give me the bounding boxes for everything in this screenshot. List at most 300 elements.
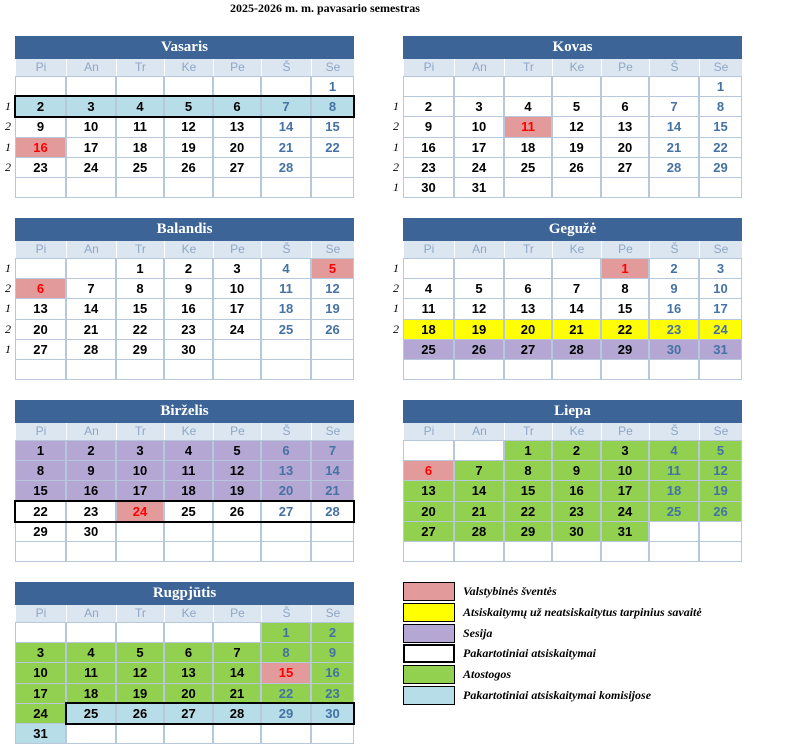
day-cell: 29 [261,703,311,724]
day-cell: 10 [699,278,742,299]
week-number: 1 [393,261,399,275]
day-cell: 22 [699,137,742,158]
day-cell: 3 [116,440,164,461]
day-cell: 11 [261,278,311,299]
day-cell: 4 [504,96,552,117]
day-cell: 20 [164,683,213,704]
month-title: Balandis [15,218,354,241]
day-cell: 8 [311,96,354,117]
day-cell: 24 [601,501,649,522]
legend-item [403,582,803,601]
day-cell: 9 [15,116,66,137]
day-cell: 10 [213,278,261,299]
legend-item [403,603,803,622]
day-cell: 27 [261,501,311,522]
legend-label: Atsiskaitymų už neatsiskaitytus tarpinius savaitė [463,604,702,619]
day-cell: 31 [15,723,66,744]
day-cell [261,541,311,562]
day-cell: 21 [213,683,261,704]
day-cell: 25 [649,501,699,522]
legend-label: Sesija [463,625,493,640]
day-cell [552,359,601,380]
day-cell [601,541,649,562]
day-cell [66,723,116,744]
day-cell: 30 [649,339,699,360]
day-cell: 20 [213,137,261,158]
day-cell: 15 [311,116,354,137]
weekday-header: Ke [164,423,213,440]
day-cell: 12 [699,460,742,481]
day-cell: 28 [311,501,354,522]
day-cell: 7 [649,96,699,117]
day-cell: 8 [699,96,742,117]
day-cell [213,76,261,97]
day-cell: 29 [504,521,552,542]
day-cell: 12 [552,116,601,137]
day-cell: 31 [601,521,649,542]
day-cell: 17 [116,480,164,501]
day-cell [66,359,116,380]
weekday-header: Š [649,423,699,440]
day-cell: 28 [261,157,311,178]
weekday-header: Š [261,423,311,440]
day-cell: 24 [66,157,116,178]
day-cell: 9 [403,116,454,137]
day-cell: 30 [66,521,116,542]
day-cell: 19 [552,137,601,158]
day-cell: 21 [261,137,311,158]
day-cell: 10 [116,460,164,481]
week-number: 2 [393,119,399,134]
day-cell: 16 [552,480,601,501]
day-cell: 8 [504,460,552,481]
day-cell: 11 [66,662,116,683]
day-cell [213,541,261,562]
day-cell [311,339,354,360]
weekday-header: Pe [601,423,649,440]
month-title: Gegužė [403,218,742,241]
weekday-header: Pe [213,59,261,76]
day-cell: 15 [699,116,742,137]
day-cell: 19 [213,480,261,501]
day-cell [15,541,66,562]
day-cell: 1 [15,440,66,461]
day-cell: 9 [164,278,213,299]
day-cell: 3 [15,642,66,663]
day-cell [213,177,261,198]
weekday-header: Tr [504,59,552,76]
day-cell: 26 [699,501,742,522]
weekday-header: Se [311,423,354,440]
weekday-header: Tr [116,241,164,258]
day-cell [164,622,213,643]
day-cell [454,258,504,279]
day-cell: 1 [699,76,742,97]
day-cell: 3 [454,96,504,117]
day-cell: 7 [454,460,504,481]
day-cell: 27 [213,157,261,178]
day-cell: 6 [504,278,552,299]
day-cell: 22 [116,319,164,340]
month-3 [5,218,354,383]
day-cell: 14 [454,480,504,501]
day-cell: 20 [504,319,552,340]
weekday-header: Tr [116,59,164,76]
weekday-header: Š [649,241,699,258]
day-cell: 14 [66,298,116,319]
day-cell: 18 [116,137,164,158]
weekday-header: Se [311,59,354,76]
weekday-header: An [66,423,116,440]
day-cell [66,76,116,97]
day-cell: 23 [552,501,601,522]
day-cell [15,177,66,198]
weekday-header: Pi [403,241,454,258]
week-number: 1 [5,301,11,316]
day-cell: 22 [504,501,552,522]
day-cell: 28 [649,157,699,178]
day-cell: 4 [261,258,311,279]
weekday-header: Se [699,423,742,440]
weekday-header: Tr [504,423,552,440]
day-cell [504,541,552,562]
day-cell [66,541,116,562]
legend-swatch [403,624,455,643]
day-cell [116,541,164,562]
day-cell [15,359,66,380]
day-cell: 3 [66,96,116,117]
day-cell: 24 [116,501,164,522]
week-number: 1 [393,301,399,316]
weekday-header: Pe [213,605,261,622]
day-cell: 17 [15,683,66,704]
day-cell [311,359,354,380]
weekday-header: Š [261,605,311,622]
week-number: 1 [5,261,11,275]
day-cell: 6 [601,96,649,117]
day-cell: 2 [403,96,454,117]
day-cell: 23 [649,319,699,340]
page-title: 2025-2026 m. m. pavasario semestras [230,1,420,15]
day-cell: 28 [454,521,504,542]
day-cell: 6 [164,642,213,663]
day-cell: 31 [454,177,504,198]
day-cell: 15 [504,480,552,501]
day-cell [504,76,552,97]
day-cell: 6 [15,278,66,299]
day-cell [15,622,66,643]
day-cell: 19 [454,319,504,340]
day-cell [649,177,699,198]
day-cell [261,177,311,198]
day-cell [649,521,699,542]
day-cell: 26 [164,157,213,178]
day-cell: 7 [66,278,116,299]
weekday-header: An [66,59,116,76]
legend-label: Valstybinės šventės [463,584,557,598]
weekday-header: Pe [213,423,261,440]
day-cell [164,541,213,562]
weekday-header: Pe [601,59,649,76]
day-cell: 30 [403,177,454,198]
day-cell [213,359,261,380]
day-cell [504,177,552,198]
day-cell: 17 [213,298,261,319]
day-cell [116,521,164,542]
weekday-header: Pi [15,605,66,622]
legend-label: Atostogos [463,667,512,682]
day-cell: 5 [454,278,504,299]
day-cell: 14 [649,116,699,137]
day-cell [261,76,311,97]
day-cell: 4 [649,440,699,461]
day-cell: 31 [699,339,742,360]
day-cell: 9 [66,460,116,481]
day-cell: 11 [403,298,454,319]
day-cell: 20 [261,480,311,501]
day-cell: 27 [164,703,213,724]
day-cell [552,258,601,279]
day-cell: 25 [164,501,213,522]
day-cell: 28 [66,339,116,360]
day-cell: 6 [403,460,454,481]
day-cell: 25 [66,703,116,724]
legend-label: Pakartotiniai atsiskaitymai komisijose [463,688,652,702]
day-cell: 13 [504,298,552,319]
month-5 [15,400,354,565]
weekday-header: Ke [552,59,601,76]
day-cell: 1 [116,258,164,279]
day-cell: 27 [601,157,649,178]
day-cell [116,723,164,744]
day-cell [601,359,649,380]
day-cell [699,359,742,380]
day-cell: 9 [552,460,601,481]
weekday-header: Se [699,241,742,258]
month-6 [403,400,742,565]
weekday-header: Ke [164,59,213,76]
day-cell: 24 [454,157,504,178]
day-cell: 18 [403,319,454,340]
weekday-header: Pi [403,59,454,76]
day-cell [164,177,213,198]
day-cell [66,177,116,198]
day-cell: 22 [601,319,649,340]
weekday-header: Ke [552,423,601,440]
month-title: Kovas [403,36,742,59]
day-cell [311,723,354,744]
day-cell: 14 [552,298,601,319]
day-cell: 11 [649,460,699,481]
weekday-header: Ke [164,605,213,622]
day-cell: 10 [454,116,504,137]
day-cell [311,177,354,198]
weekday-header: Se [311,605,354,622]
day-cell: 8 [116,278,164,299]
day-cell: 5 [699,440,742,461]
day-cell: 15 [261,662,311,683]
day-cell: 4 [164,440,213,461]
day-cell [66,622,116,643]
day-cell [261,339,311,360]
day-cell [213,521,261,542]
legend-item [403,686,803,705]
day-cell: 4 [116,96,164,117]
month-title: Liepa [403,400,742,423]
weekday-header: Pe [213,241,261,258]
day-cell [116,622,164,643]
weekday-header: Š [261,59,311,76]
day-cell: 21 [454,501,504,522]
day-cell: 23 [403,157,454,178]
day-cell: 11 [164,460,213,481]
day-cell: 12 [213,460,261,481]
month-title: Rugpjūtis [15,582,354,605]
weekday-header: An [66,241,116,258]
weekday-header: Š [261,241,311,258]
day-cell: 22 [15,501,66,522]
day-cell: 21 [66,319,116,340]
day-cell: 11 [504,116,552,137]
day-cell: 18 [261,298,311,319]
week-number: 1 [393,180,399,194]
day-cell: 5 [552,96,601,117]
day-cell: 16 [649,298,699,319]
week-number: 2 [5,119,11,134]
day-cell: 27 [403,521,454,542]
day-cell: 2 [552,440,601,461]
day-cell: 28 [213,703,261,724]
day-cell: 16 [311,662,354,683]
day-cell [454,76,504,97]
day-cell [213,339,261,360]
day-cell: 3 [601,440,649,461]
day-cell: 12 [116,662,164,683]
legend-swatch [403,686,455,705]
day-cell: 18 [164,480,213,501]
day-cell: 13 [15,298,66,319]
day-cell: 26 [552,157,601,178]
day-cell [261,359,311,380]
day-cell: 8 [15,460,66,481]
day-cell: 26 [116,703,164,724]
day-cell: 26 [311,319,354,340]
day-cell: 16 [15,137,66,158]
day-cell: 5 [311,258,354,279]
legend-item [403,644,803,663]
day-cell [649,359,699,380]
day-cell: 28 [552,339,601,360]
week-number: 1 [393,99,399,114]
day-cell [454,359,504,380]
day-cell [403,76,454,97]
week-number: 1 [393,139,399,154]
day-cell: 29 [699,157,742,178]
day-cell [311,157,354,178]
day-cell: 1 [601,258,649,279]
day-cell [649,541,699,562]
day-cell: 2 [66,440,116,461]
day-cell: 29 [15,521,66,542]
day-cell [66,258,116,279]
day-cell: 16 [66,480,116,501]
day-cell [601,76,649,97]
day-cell: 18 [66,683,116,704]
day-cell: 18 [504,137,552,158]
legend-item [403,665,803,684]
day-cell: 2 [311,622,354,643]
day-cell [699,541,742,562]
day-cell: 5 [116,642,164,663]
day-cell: 27 [504,339,552,360]
day-cell: 15 [116,298,164,319]
day-cell: 19 [116,683,164,704]
day-cell: 7 [213,642,261,663]
day-cell: 18 [649,480,699,501]
day-cell [552,76,601,97]
day-cell: 17 [66,137,116,158]
week-number: 2 [5,159,11,174]
day-cell: 17 [601,480,649,501]
month-1 [5,36,354,201]
day-cell: 2 [649,258,699,279]
weekday-header: Pi [15,423,66,440]
day-cell: 12 [311,278,354,299]
day-cell [116,177,164,198]
day-cell: 21 [552,319,601,340]
day-cell [649,76,699,97]
day-cell: 23 [66,501,116,522]
day-cell: 17 [454,137,504,158]
day-cell: 4 [403,278,454,299]
day-cell: 4 [66,642,116,663]
day-cell: 5 [164,96,213,117]
day-cell [164,521,213,542]
day-cell: 5 [213,440,261,461]
day-cell [504,359,552,380]
legend-swatch [403,582,455,601]
day-cell [552,177,601,198]
day-cell: 13 [601,116,649,137]
day-cell [403,440,454,461]
week-number: 2 [5,321,11,336]
day-cell: 20 [15,319,66,340]
day-cell [164,76,213,97]
day-cell: 2 [15,96,66,117]
day-cell [601,177,649,198]
weekday-header: An [454,59,504,76]
day-cell: 20 [601,137,649,158]
day-cell: 7 [311,440,354,461]
day-cell: 15 [601,298,649,319]
weekday-header: Pi [15,241,66,258]
week-number: 1 [5,341,11,356]
day-cell: 25 [403,339,454,360]
day-cell: 1 [504,440,552,461]
legend-swatch [403,665,455,684]
day-cell: 29 [601,339,649,360]
day-cell [403,541,454,562]
week-number: 1 [5,99,11,114]
legend-swatch [403,603,455,622]
day-cell: 16 [164,298,213,319]
day-cell [213,723,261,744]
weekday-header: An [454,423,504,440]
day-cell [116,359,164,380]
day-cell [261,723,311,744]
day-cell: 19 [699,480,742,501]
weekday-header: Se [699,59,742,76]
